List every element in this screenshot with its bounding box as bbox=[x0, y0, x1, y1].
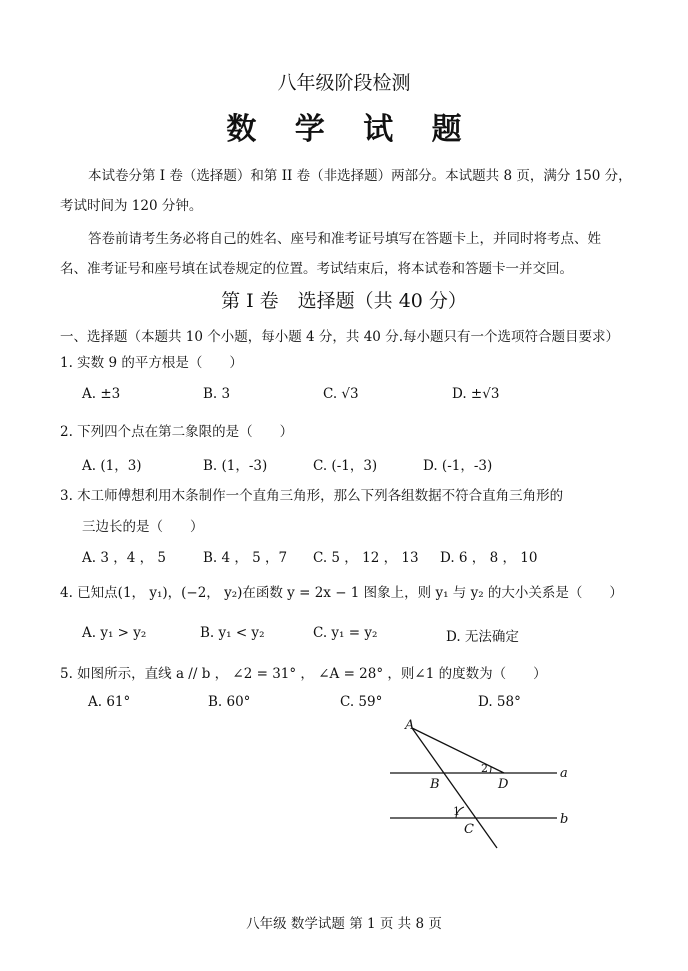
line-b-label: b bbox=[560, 812, 569, 827]
question-3-stem-line-2: 三边长的是（ ） bbox=[82, 519, 204, 535]
question-1-stem: 1. 实数 9 的平方根是（ ） bbox=[60, 355, 243, 371]
question-2-option-b: B. (1，-3) bbox=[203, 458, 268, 474]
question-1-option-a: A. ±3 bbox=[82, 386, 121, 402]
question-3-option-c: C. 5 ， 12 ， 13 bbox=[313, 550, 419, 566]
instructions-paragraph-1-line-1: 本试卷分第 I 卷（选择题）和第 II 卷（非选择题）两部分。本试题共 8 页，满分 150 分， bbox=[88, 168, 632, 184]
question-5-stem: 5. 如图所示，直线 a // b ， ∠2 = 31° ， ∠A = 28° ，则∠1 的度数为（ ） bbox=[60, 666, 547, 682]
question-5-option-b: B. 60° bbox=[208, 694, 251, 710]
section-instruction: 一、选择题（本题共 10 个小题，每小题 4 分，共 40 分.每小题只有一个选项符合题目要求） bbox=[60, 329, 619, 345]
point-d-label: D bbox=[498, 777, 509, 792]
point-c-label: C bbox=[464, 822, 474, 837]
point-a-label: A bbox=[405, 718, 415, 733]
instructions-paragraph-2-line-1: 答卷前请考生务必将自己的姓名、座号和准考证号填写在答题卡上，并同时将考点、姓 bbox=[88, 231, 601, 247]
angle-1-label: 1 bbox=[453, 805, 460, 818]
question-4-option-b: B. y₁ < y₂ bbox=[200, 625, 265, 641]
question-5-option-d: D. 58° bbox=[478, 694, 521, 710]
instructions-paragraph-2-line-2: 名、准考证号和座号填在试卷规定的位置。考试结束后，将本试卷和答题卡一并交回。 bbox=[60, 261, 573, 277]
question-3-stem-line-1: 3. 木工师傅想利用木条制作一个直角三角形，那么下列各组数据不符合直角三角形的 bbox=[60, 488, 564, 504]
section-title: 第 I 卷 选择题（共 40 分） bbox=[221, 290, 467, 312]
question-2-option-c: C. (-1，3) bbox=[313, 458, 378, 474]
exam-subtitle: 八年级阶段检测 bbox=[277, 72, 411, 94]
geometry-figure bbox=[380, 715, 580, 855]
question-2-option-d: D. (-1，-3) bbox=[423, 458, 493, 474]
exam-title: 数 学 试 题 bbox=[226, 112, 476, 147]
question-3-option-b: B. 4 ， 5 ，7 bbox=[203, 550, 288, 566]
question-5-option-c: C. 59° bbox=[340, 694, 383, 710]
page-footer: 八年级 数学试题 第 1 页 共 8 页 bbox=[246, 916, 442, 932]
point-b-label: B bbox=[430, 777, 440, 792]
question-3-option-a: A. 3 ，4 ， 5 bbox=[82, 550, 166, 566]
question-1-option-d: D. ±√3 bbox=[452, 386, 500, 402]
question-4-option-a: A. y₁ > y₂ bbox=[82, 625, 147, 641]
question-2-option-a: A. (1，3) bbox=[82, 458, 142, 474]
question-1-option-b: B. 3 bbox=[203, 386, 231, 402]
question-4-option-c: C. y₁ = y₂ bbox=[313, 625, 378, 641]
question-3-option-d: D. 6 ， 8 ， 10 bbox=[440, 550, 538, 566]
question-4-option-d: D. 无法确定 bbox=[446, 629, 519, 645]
segment-ad bbox=[412, 728, 504, 773]
transversal-line bbox=[412, 728, 497, 848]
angle-2-label: 2 bbox=[481, 762, 488, 775]
line-a-label: a bbox=[560, 766, 568, 781]
question-2-stem: 2. 下列四个点在第二象限的是（ ） bbox=[60, 424, 294, 440]
question-1-option-c: C. √3 bbox=[323, 386, 359, 402]
question-5-option-a: A. 61° bbox=[88, 694, 131, 710]
question-4-stem: 4. 已知点(1， y₁)，(−2， y₂)在函数 y = 2x − 1 图象上，则 y₁ 与 y₂ 的大小关系是（ ） bbox=[60, 585, 623, 601]
angle-2-arc bbox=[490, 767, 491, 773]
instructions-paragraph-1-line-2: 考试时间为 120 分钟。 bbox=[60, 198, 203, 214]
